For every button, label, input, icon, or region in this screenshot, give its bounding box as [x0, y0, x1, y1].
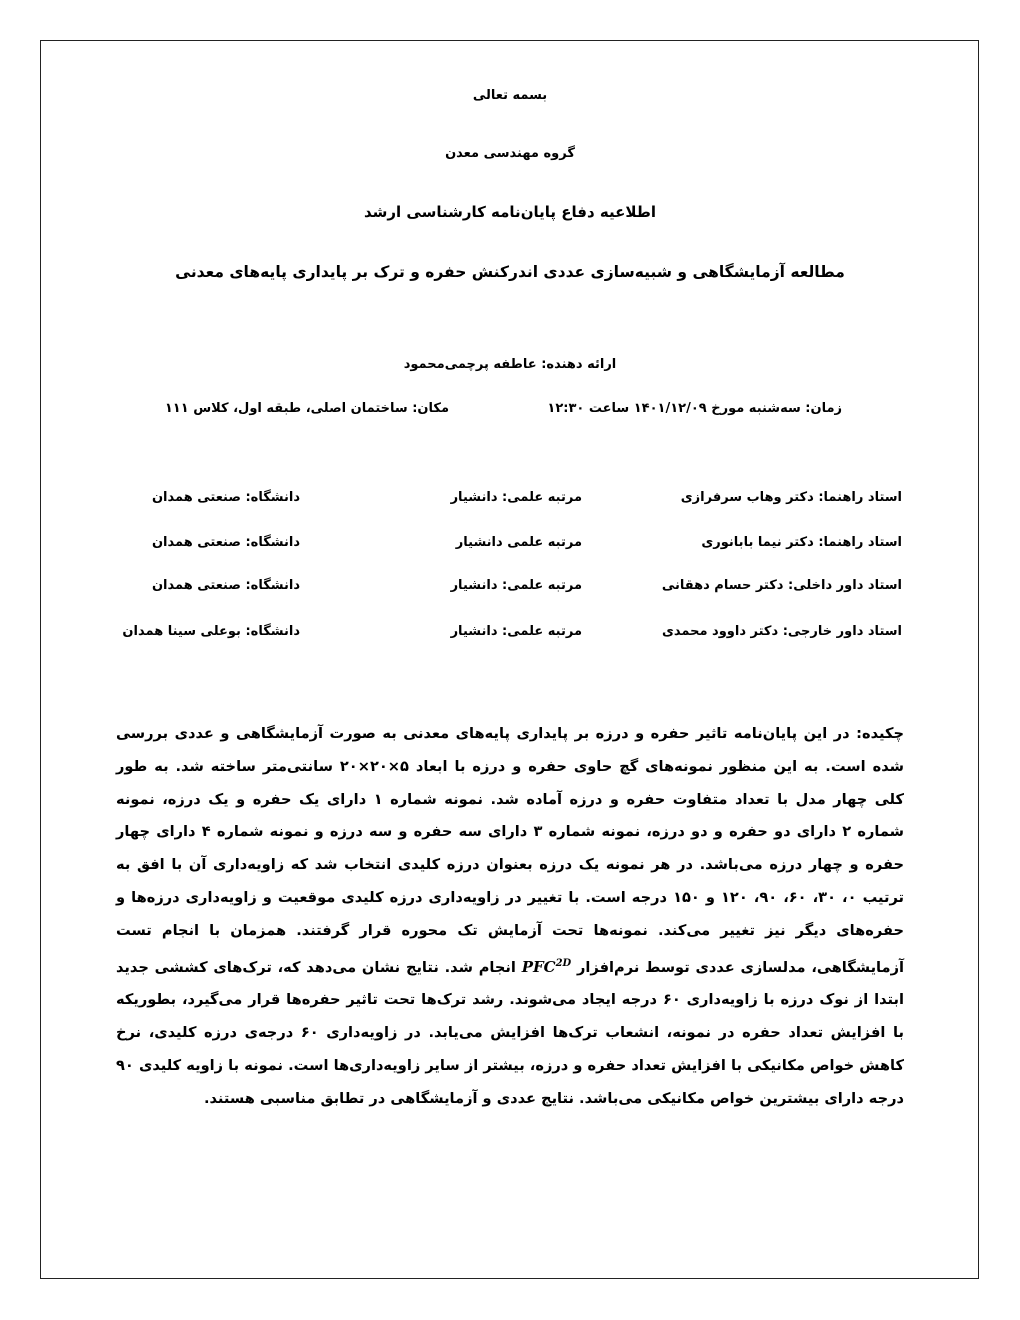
committee-role: استاد راهنما: دکتر وهاب سرفرازی	[680, 490, 902, 505]
committee-role: استاد داور داخلی: دکتر حسام دهقانی	[661, 578, 902, 593]
notice-title: اطلاعیه دفاع پایان‌نامه کارشناسی ارشد	[363, 203, 656, 221]
committee-rank: مرتبه علمی: دانشیار	[450, 490, 582, 505]
committee-university: دانشگاه: بوعلی سینا همدان	[122, 624, 300, 639]
committee-role: استاد داور خارجی: دکتر داوود محمدی	[661, 624, 902, 639]
committee-university: دانشگاه: صنعتی همدان	[151, 578, 300, 593]
committee-university: دانشگاه: صنعتی همدان	[151, 490, 300, 505]
abstract-text-part2: انجام شد. نتایج نشان می‌دهد که، ترک‌های کششی جدید ابتدا از نوک درزه با زاویه‌داری ۶۰ درجه ایجاد می‌شوند. رشد ترک‌ها تحت تاثیر حفره‌ها قرار می‌گیرد، بطوریکه با افزایش تعداد حفره در نمونه، انشعاب ترک‌ها افزایش می‌یابد. در زاویه‌داری ۶۰ درجه‌ی درزه کلیدی، نرخ کاهش خواص مکانیکی با افزایش تعداد حفره و درزه، بیشتر از سایر زاویه‌داری‌ها است. نمونه با زاویه کلیدی ۹۰ درجه دارای بیشترین خواص مکانیکی می‌باشد. نتایج عددی و آزمایشگاهی در تطابق مناسبی هستند.	[116, 958, 904, 1107]
department-name: گروه مهندسی معدن	[445, 146, 575, 161]
software-name	[522, 958, 572, 976]
abstract-text-part1: چکیده: در این پایان‌نامه تاثیر حفره و درزه بر پایداری پایه‌های معدنی به صورت آزمایشگاهی و عددی بررسی شده است. به این منظور نمونه‌های گچ حاوی حفره و درزه با ابعاد ۵×۲۰×۲۰ سانتی‌متر ساخته شد. به طور کلی چهار مدل با تعداد متفاوت حفره و درزه آماده شد. نمونه شماره ۱ دارای یک حفره و یک درزه، نمونه شماره ۲ دارای دو حفره و دو درزه، نمونه شماره ۳ دارای سه حفره و سه درزه و نمونه شماره ۴ دارای چهار حفره و چهار درزه می‌باشد. در هر نمونه یک درزه بعنوان درزه کلیدی انتخاب شد که زاویه‌داری آن با افق به ترتیب ۰، ۳۰، ۶۰، ۹۰، ۱۲۰ و ۱۵۰ درجه است. با تغییر در زاویه‌داری درزه کلیدی موقعیت و زاویه‌داری درزه‌ها و حفره‌های دیگر نیز تغییر می‌کند. نمونه‌ها تحت آزمایش تک محوره قرار گرفتند. همزمان با انجام تست آزمایشگاهی، مدلسازی عددی توسط نرم‌افزار	[116, 725, 905, 976]
invocation: بسمه تعالی	[472, 88, 548, 103]
committee-role: استاد راهنما: دکتر نیما بابانوری	[701, 535, 902, 550]
committee-row	[0, 535, 1020, 557]
committee-university: دانشگاه: صنعتی همدان	[151, 535, 300, 550]
abstract-paragraph	[116, 718, 904, 1116]
committee-rank: مرتبه علمی دانشیار	[455, 535, 582, 550]
software-base: PFC	[521, 957, 556, 976]
defense-time: زمان: سه‌شنبه مورخ ۱۴۰۱/۱۲/۰۹ ساعت ۱۲:۳۰	[547, 401, 842, 416]
committee-row	[0, 490, 1020, 512]
committee-rank: مرتبه علمی: دانشیار	[450, 624, 582, 639]
software-sup: 2D	[555, 957, 572, 969]
thesis-title: مطالعه آزمایشگاهی و شبیه‌سازی عددی اندرکنش حفره و ترک بر پایداری پایه‌های معدنی	[175, 263, 845, 281]
committee-row	[0, 624, 1020, 646]
defense-place: مکان: ساختمان اصلی، طبقه اول، کلاس ۱۱۱	[164, 401, 449, 416]
committee-rank: مرتبه علمی: دانشیار	[450, 578, 582, 593]
presenter: ارائه دهنده: عاطفه پرچمی‌محمود	[403, 357, 617, 372]
committee-row	[0, 578, 1020, 600]
